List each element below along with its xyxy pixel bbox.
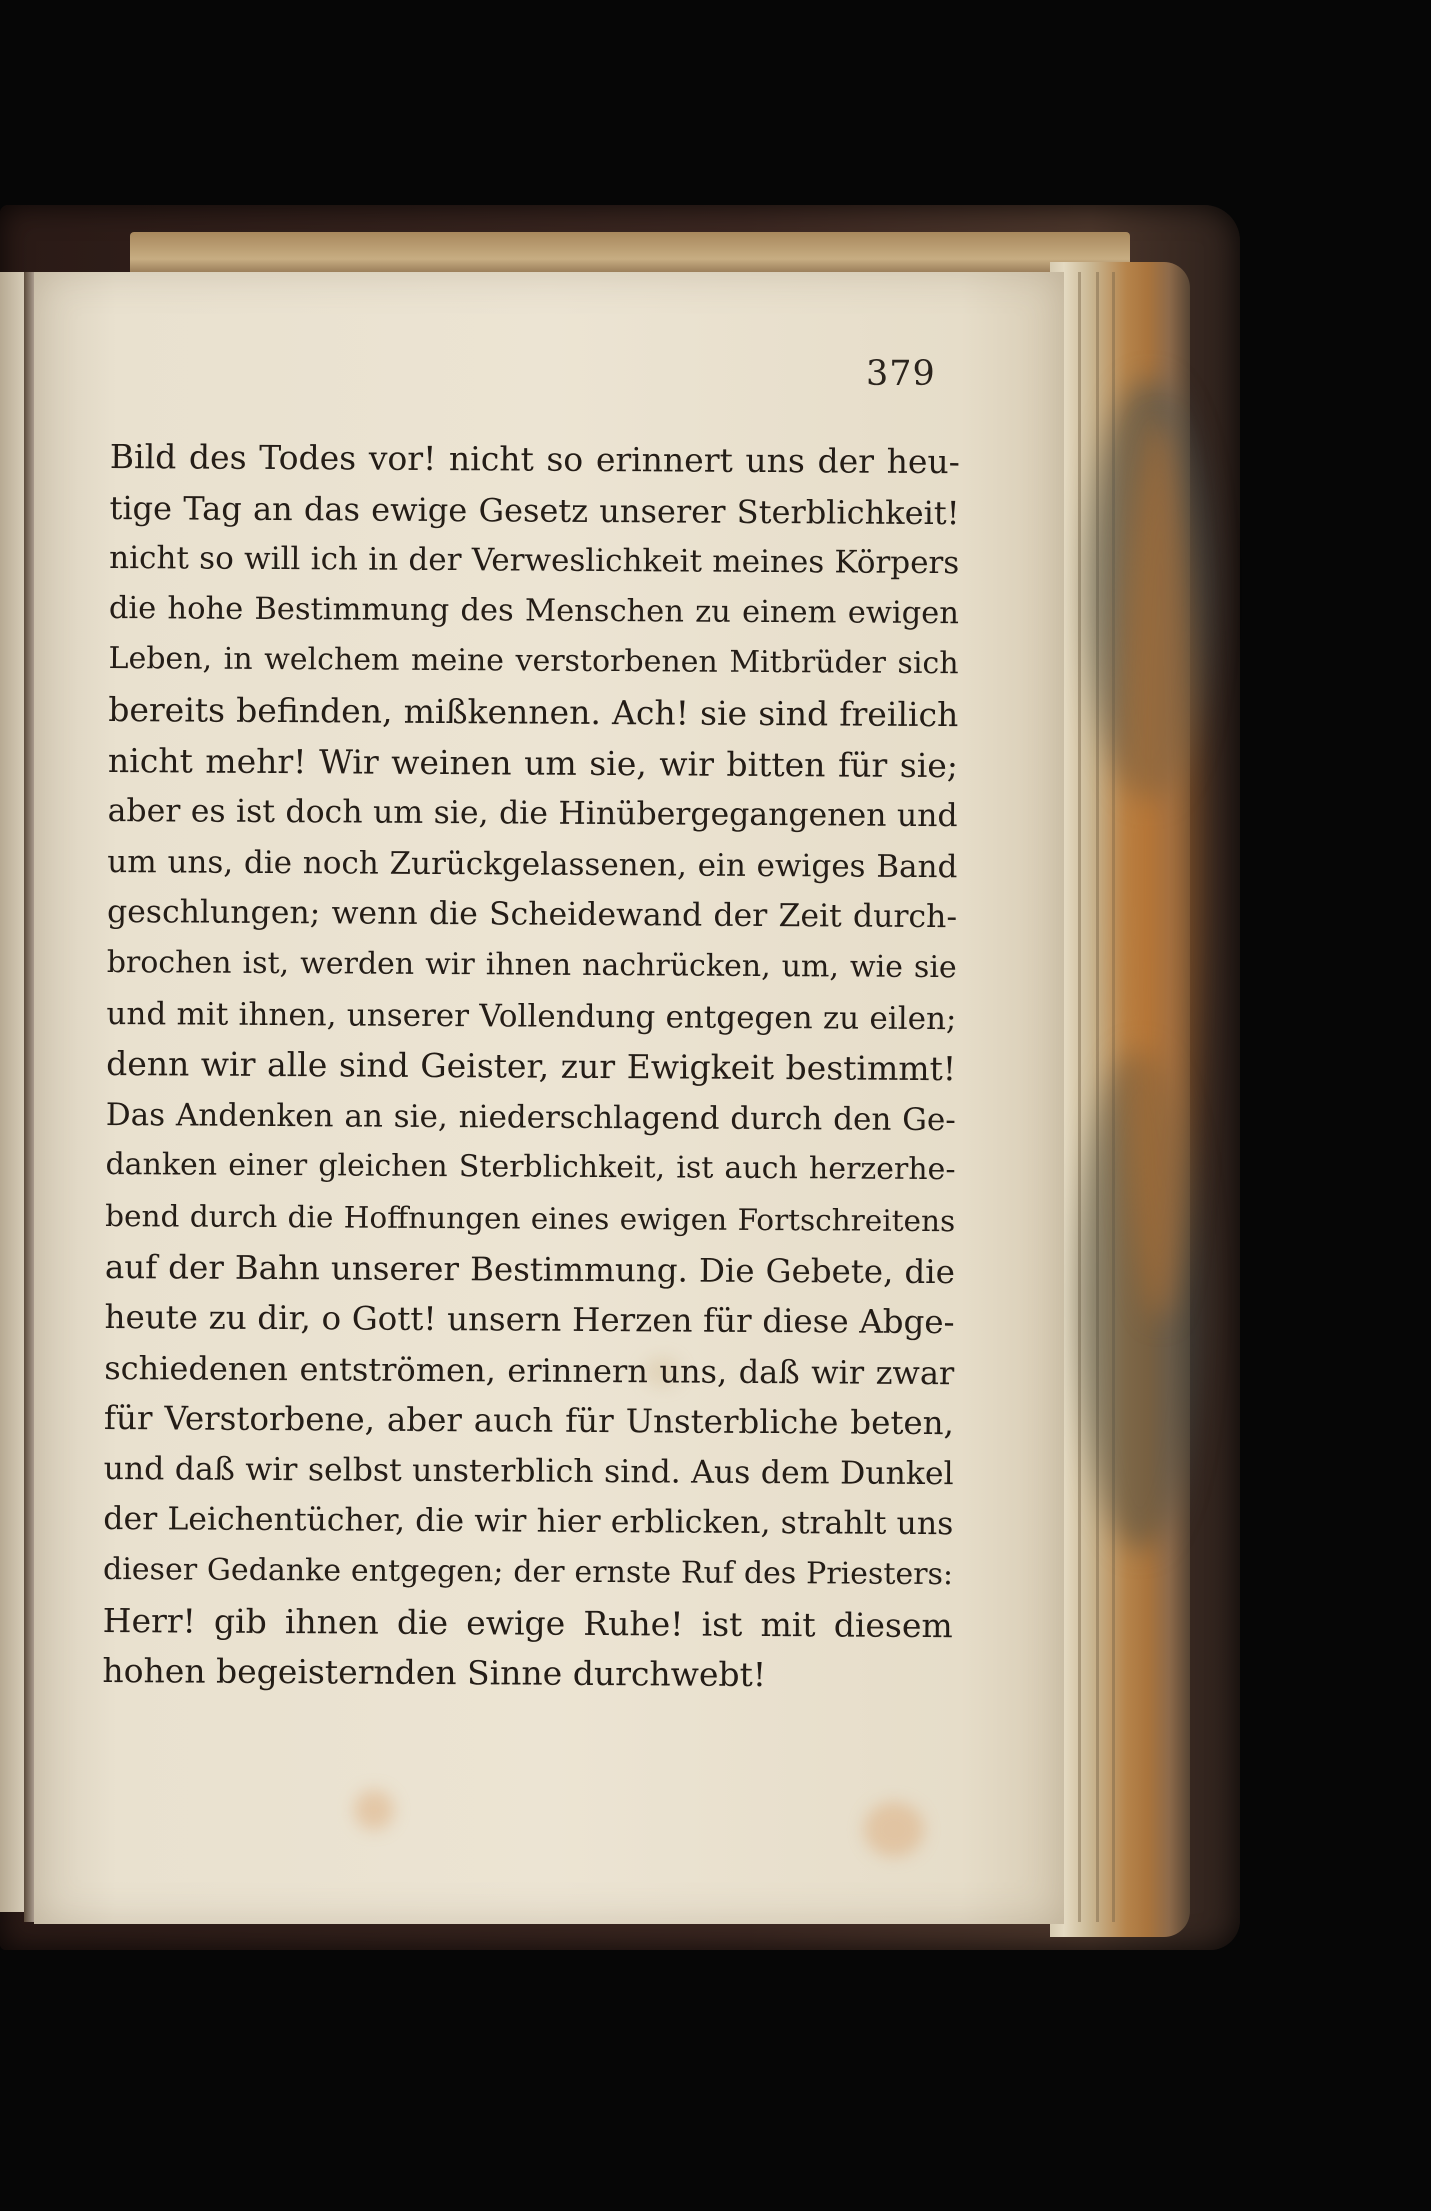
text-line: Leben, in welchem meine verstorbenen Mitbrüder sich [108, 641, 959, 682]
text-line: die hohe Bestimmung des Menschen zu einem ewigen [108, 590, 960, 631]
edge-stain [1120, 420, 1200, 1320]
text-line: Bild des Todes vor! nicht so erinnert uns der heu- [109, 436, 960, 482]
text-line: Das Andenken an sie, niederschlagend durch den Ge- [105, 1096, 956, 1138]
text-line: Herr! gib ihnen die ewige Ruhe! ist mit diesem [102, 1600, 953, 1645]
text-line: und mit ihnen, unserer Vollendung entgegen zu eilen; [106, 995, 957, 1037]
page-edge-line [1078, 272, 1081, 1922]
text-line: aber es ist doch um sie, die Hinübergegangenen und [107, 793, 958, 835]
foxing-spot [354, 1790, 394, 1830]
text-line: für Verstorbene, aber auch für Unsterbliche beten, [103, 1399, 955, 1443]
text-line: nicht mehr! Wir weinen um sie, wir bitten für sie; [107, 740, 959, 785]
page-number: 379 [866, 354, 936, 394]
text-line: und daß wir selbst unsterblich sind. Aus dem Dunkel [103, 1450, 954, 1493]
text-line: dieser Gedanke entgegen; der ernste Ruf des Priesters: [102, 1552, 954, 1593]
text-line: danken einer gleichen Sterblichkeit, ist auch herzerhe- [105, 1147, 956, 1188]
text-line: schiedenen entströmen, erinnern uns, daß wir zwar [104, 1348, 955, 1392]
text-line: denn wir alle sind Geister, zur Ewigkeit bestimmt! [106, 1044, 957, 1089]
text-line: bereits befinden, mißkennen. Ach! sie sind freilich [108, 689, 959, 735]
text-line: geschlungen; wenn die Scheidewand der Zeit durch- [106, 894, 958, 936]
foxing-spot [864, 1802, 924, 1857]
body-text [102, 432, 960, 1702]
text-line: hohen begeisternden Sinne durchwebt! [102, 1651, 767, 1695]
text-line: bend durch die Hoffnungen eines ewigen Fortschreitens [105, 1198, 956, 1239]
text-line: brochen ist, werden wir ihnen nachrücken, um, wie sie [106, 944, 957, 986]
cover-headband [130, 232, 1130, 277]
text-line: tige Tag an das ewige Gesetz unserer Sterblichkeit! [109, 488, 960, 532]
text-line: nicht so will ich in der Verweslichkeit meines Körpers [109, 540, 960, 582]
text-line: um uns, die noch Zurückgelassenen, ein ewiges Band [107, 843, 958, 885]
text-line: auf der Bahn unserer Bestimmung. Die Gebete, die [104, 1247, 956, 1291]
text-line: der Leichentücher, die wir hier erblicken, strahlt uns [103, 1501, 954, 1543]
text-line: heute zu dir, o Gott! unsern Herzen für diese Abge- [104, 1298, 955, 1342]
